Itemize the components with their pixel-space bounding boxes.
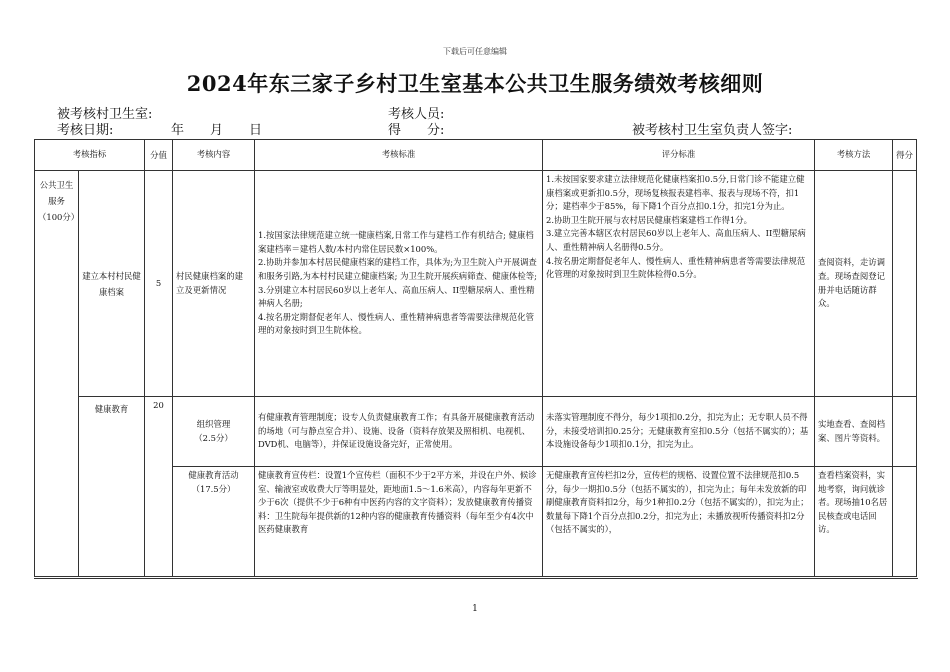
score-label: 得 分: (388, 123, 445, 138)
content-cell: 组织管理 （2.5分） (173, 397, 255, 467)
header-standard: 考核标准 (255, 140, 543, 171)
clinic-label: 被考核村卫生室: (57, 107, 153, 122)
date-label: 考核日期: (57, 123, 114, 138)
inspector-label: 考核人员: (388, 107, 445, 122)
standard-cell: 健康教育宣传栏：设置1个宣传栏（面积不少于2平方米，并设在户外、候诊室、输液室或收费大厅等明显处，距地面1.5～1.6米高），内容每年更新不少于6次（提供不少于6种有中医药内容的文字资料）；发放健康教育传播资料：卫生院每年提供新的12种内容的健康教育传播资料（每年至少有4次中医药健康教育 (255, 467, 543, 577)
table-row (35, 171, 917, 397)
category-cell: 公共卫生服务（100分） (35, 171, 79, 577)
points-cell: 5 (145, 171, 173, 397)
content-cell: 健康教育活动 （17.5分） (173, 467, 255, 577)
year-label: 年 (171, 123, 185, 138)
top-note: 下载后可任意编辑 (443, 47, 507, 56)
page-title: 2024年东三家子乡村卫生室基本公共卫生服务绩效考核细则 (186, 71, 764, 96)
method-cell: 实地查看、查阅档案、图片等资料。 (815, 397, 893, 467)
table-row (35, 397, 917, 467)
score-cell[interactable] (893, 397, 917, 467)
table-header-row (35, 140, 917, 171)
content-cell: 村民健康档案的建立及更新情况 (173, 171, 255, 397)
table-clip (34, 139, 918, 579)
page-number: 1 (472, 604, 478, 614)
assessment-table (34, 139, 917, 577)
points-cell: 20 (145, 397, 173, 577)
standard-cell: 有健康教育管理制度；设专人负责健康教育工作；有具备开展健康教育活动的场地（可与静点室合并）、设施、设备（资料存放架及照相机、电视机、DVD机、电脑等），并保证设施设备完好，正常使用。 (255, 397, 543, 467)
month-label: 月 (210, 123, 224, 138)
header-method: 考核方法 (815, 140, 893, 171)
score-cell[interactable] (893, 171, 917, 397)
standard-cell: 1.按国家法律规范建立统一健康档案,日常工作与建档工作有机结合; 健康档案建档率＝建档人数/本村内常住居民数×100%。 2.协助并参加本村居民健康档案的建档工作，具体为;为卫生院入户开展调查和服务引路,为本村村民建立健康档案; 为卫生院开展疾病筛查、健康体检等; 3.分别建立本村居民60岁以上老年人、高血压病人、II型糖尿病人、重性精神病人名册; 4.按名册定期督促老年人、慢性病人、重性精神病患者等需要法律规范化管理的对象按时到卫生院体检。 (255, 171, 543, 397)
scoring-cell: 未落实管理制度不得分，每少1项扣0.2分，扣完为止；无专职人员不得分，未接受培训扣0.25分；无健康教育室扣0.5分（包括不属实的）；基本设施设备每少1项扣0.1分，扣完为止。 (543, 397, 815, 467)
sub-indicator-cell: 健康教育 (79, 397, 145, 577)
method-cell: 查看档案资料，实地考察，询问就诊者。现场抽10名居民核查或电话回访。 (815, 467, 893, 577)
score-cell[interactable] (893, 467, 917, 577)
sub-indicator-cell: 建立本村村民健康档案 (79, 171, 145, 397)
method-cell: 查阅资料，走访调查。现场查阅登记册并电话随访群众。 (815, 171, 893, 397)
scoring-cell: 无健康教育宣传栏扣2分，宣传栏的规格、设置位置不法律规范扣0.5分，每少一期扣0.5分（包括不属实的），扣完为止；每年未发放新的印刷健康教育资料扣2分，每少1种扣0.2分（包括不属实的），扣完为止；数量每下降1个百分点扣0.2分，扣完为止；未播放视听传播资料扣2分（包括不属实的）， (543, 467, 815, 577)
header-indicator: 考核指标 (35, 140, 145, 171)
day-label: 日 (249, 123, 263, 138)
header-content: 考核内容 (173, 140, 255, 171)
header-score: 得分 (893, 140, 917, 171)
scoring-cell: 1.未按国家要求建立法律规范化健康档案扣0.5分,日常门诊不能建立健康档案或更新扣0.5分，现场复核报表建档率、报表与现场不符，扣1分；建档率少于85%，每下降1个百分点扣0.1分，扣完1分为止。 2.协助卫生院开展与农村居民健康档案建档工作得1分。 3.建立完善本辖区农村居民60岁以上老年人、高血压病人、II型糖尿病人、重性精神病人名册得0.5分。 4.按名册定期督促老年人、慢性病人、重性精神病患者等需要法律规范化管理的对象按时到卫生院体检得0.5分。 (543, 171, 815, 397)
header-points: 分值 (145, 140, 173, 171)
header-scoring: 评分标准 (543, 140, 815, 171)
sign-label: 被考核村卫生室负责人签字: (632, 123, 793, 138)
